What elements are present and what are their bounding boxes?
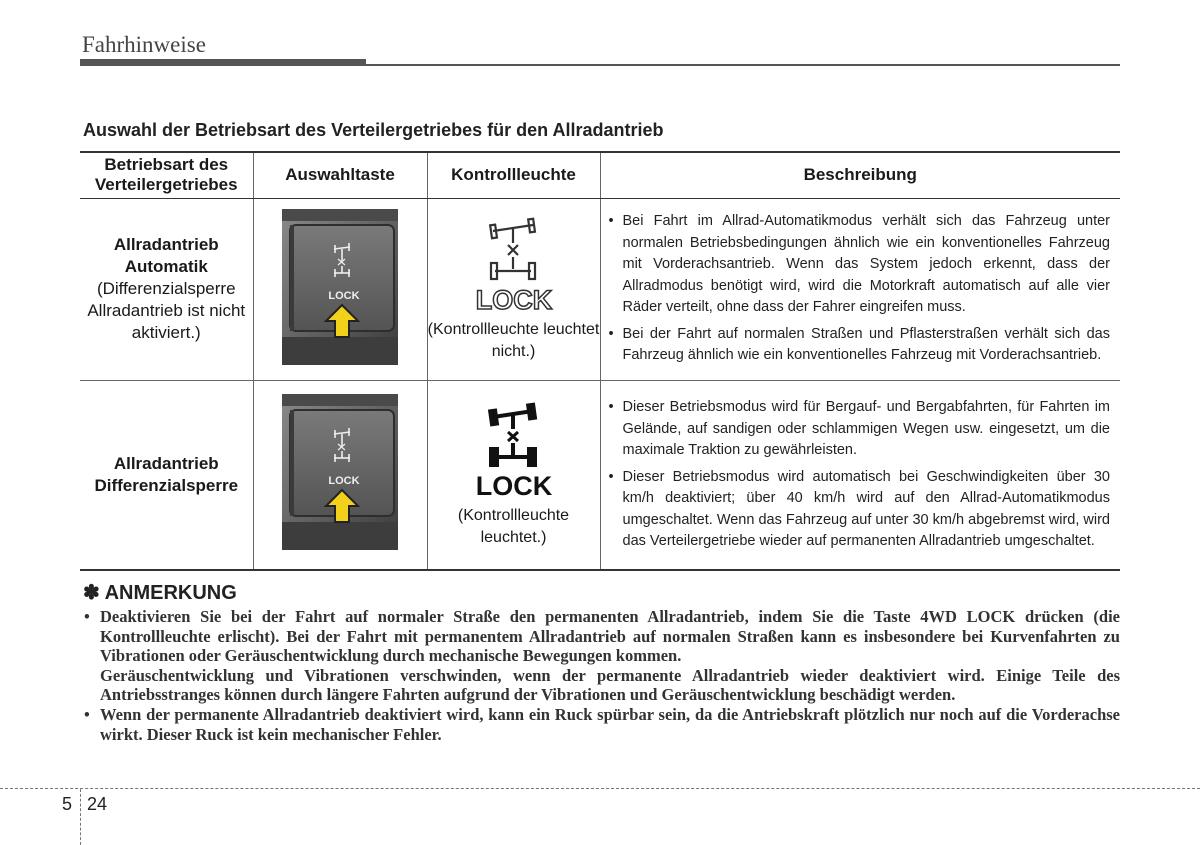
- lamp-caption: (Kontrollleuchte leuchtet nicht.): [427, 321, 600, 360]
- note-item-continuation: Geräuschentwicklung und Vibrationen verschwinden, wenn der permanente Allradantrieb wieder deaktiviert wird. Einige Teile des Antriebsstranges können durch längere Fahrten aufgrund der Vibrationen und Geräuschentwicklung beschädigt werden.: [100, 665, 1120, 705]
- description-item: • Dieser Betriebsmodus wird für Bergauf- und Bergabfahrten, für Fahrten im Gelände, auf sandigen oder schlammigen Wegen usw. eingesetzt, um die maximale Traktion zu gewährleisten.: [607, 397, 1111, 462]
- table-row: [80, 380, 1120, 570]
- lamp-lock-text: LOCK: [475, 285, 552, 315]
- lamp-caption: (Kontrollleuchte leuchtet.): [457, 506, 570, 546]
- 4wd-lock-button-image: [282, 209, 398, 365]
- description-item: • Bei der Fahrt auf normalen Straßen und Pflasterstraßen verhält sich das Fahrzeug ähnlich wie ein konventionelles Fahrzeug mit Vorderachsantrieb.: [607, 324, 1111, 367]
- description-item: • Dieser Betriebsmodus wird automatisch bei Geschwindigkeiten über 30 km/h deaktiviert; über 40 km/h wird auf den Allrad-Automatikmodus umgeschaltet. Wenn das Fahrzeug auf unter 30 km/h abgebremst wird, wird das Verteilergetriebe wieder auf permanenten Allradantrieb umgeschaltet.: [607, 467, 1111, 553]
- col-header-mode-line1: Betriebsart des: [104, 155, 229, 175]
- indicator-cell: [427, 380, 600, 570]
- col-header-mode: [80, 152, 253, 198]
- page-number: 24: [87, 794, 108, 814]
- mode-name-line1: Allradantrieb: [113, 235, 219, 254]
- button-cell: [253, 380, 427, 570]
- header-title: Fahrhinweise: [82, 32, 206, 57]
- mode-name-line2: Differenzialsperre: [94, 475, 239, 495]
- description-cell: [600, 380, 1120, 570]
- 4wd-lock-indicator-off-icon: [471, 215, 557, 315]
- note-heading: ✽ ANMERKUNG: [83, 582, 237, 604]
- indicator-cell: [427, 198, 600, 380]
- description-item: • Bei Fahrt im Allrad-Automatikmodus verhält sich das Fahrzeug unter normalen Betriebsbedingungen ähnlich wie ein konventionelles Fahrzeug mit Vorderachsantrieb. Wenn das System jedoch erkennt, dass der Allradmodus benötigt wird, wird die Motorkraft automatisch auf alle vier Räder verteilt, ohne dass der Fahrer eingreifen muss.: [607, 211, 1111, 319]
- button-cell: [253, 198, 427, 380]
- col-header-indicator: Kontrollleuchte: [427, 152, 600, 198]
- 4wd-lock-button-image: [282, 394, 398, 550]
- footer-divider: [0, 788, 1200, 789]
- mode-table: [80, 151, 1120, 571]
- button-lock-label: LOCK: [328, 475, 360, 488]
- mode-note: (Differenzialsperre Allradantrieb ist nicht aktiviert.): [87, 279, 246, 342]
- note-item: • Wenn der permanente Allradantrieb deaktiviert wird, kann ein Ruck spürbar sein, da die Antriebskraft plötzlich nur noch auf die Vorderachse wirkt. Dieser Ruck ist kein mechanischer Fehler.: [80, 705, 1120, 744]
- note-body: [80, 607, 1120, 744]
- mode-cell: [80, 198, 253, 380]
- col-header-mode-line2: Verteilergetriebes: [94, 175, 238, 195]
- mode-name-line1: Allradantrieb: [113, 453, 219, 473]
- footer-divider-vertical: [80, 789, 81, 845]
- mode-name-line2: Automatik: [124, 257, 208, 276]
- table-header-row: [80, 152, 1120, 198]
- section-title: Auswahl der Betriebsart des Verteilergetriebes für den Allradantrieb: [83, 120, 664, 140]
- chapter-number: 5: [62, 794, 73, 814]
- col-header-description: Beschreibung: [600, 152, 1120, 198]
- header-rule: [366, 64, 1120, 66]
- table-row: [80, 198, 1120, 380]
- mode-cell: [80, 380, 253, 570]
- button-lock-label: LOCK: [328, 289, 360, 302]
- header-bar: [80, 59, 366, 66]
- 4wd-lock-indicator-on-icon: [471, 401, 557, 501]
- col-header-button: Auswahltaste: [253, 152, 427, 198]
- description-cell: [600, 198, 1120, 380]
- note-item: • Deaktivieren Sie bei der Fahrt auf normaler Straße den permanenten Allradantrieb, indem Sie die Taste 4WD LOCK drücken (die Kontrollleuchte erlischt). Bei der Fahrt mit permanentem Allradantrieb auf normalen Straßen kann es insbesondere bei Kurvenfahrten zu Vibrationen oder Geräuschentwicklung durch mechanische Bewegungen kommen.: [80, 607, 1120, 666]
- lamp-lock-text: LOCK: [475, 470, 552, 501]
